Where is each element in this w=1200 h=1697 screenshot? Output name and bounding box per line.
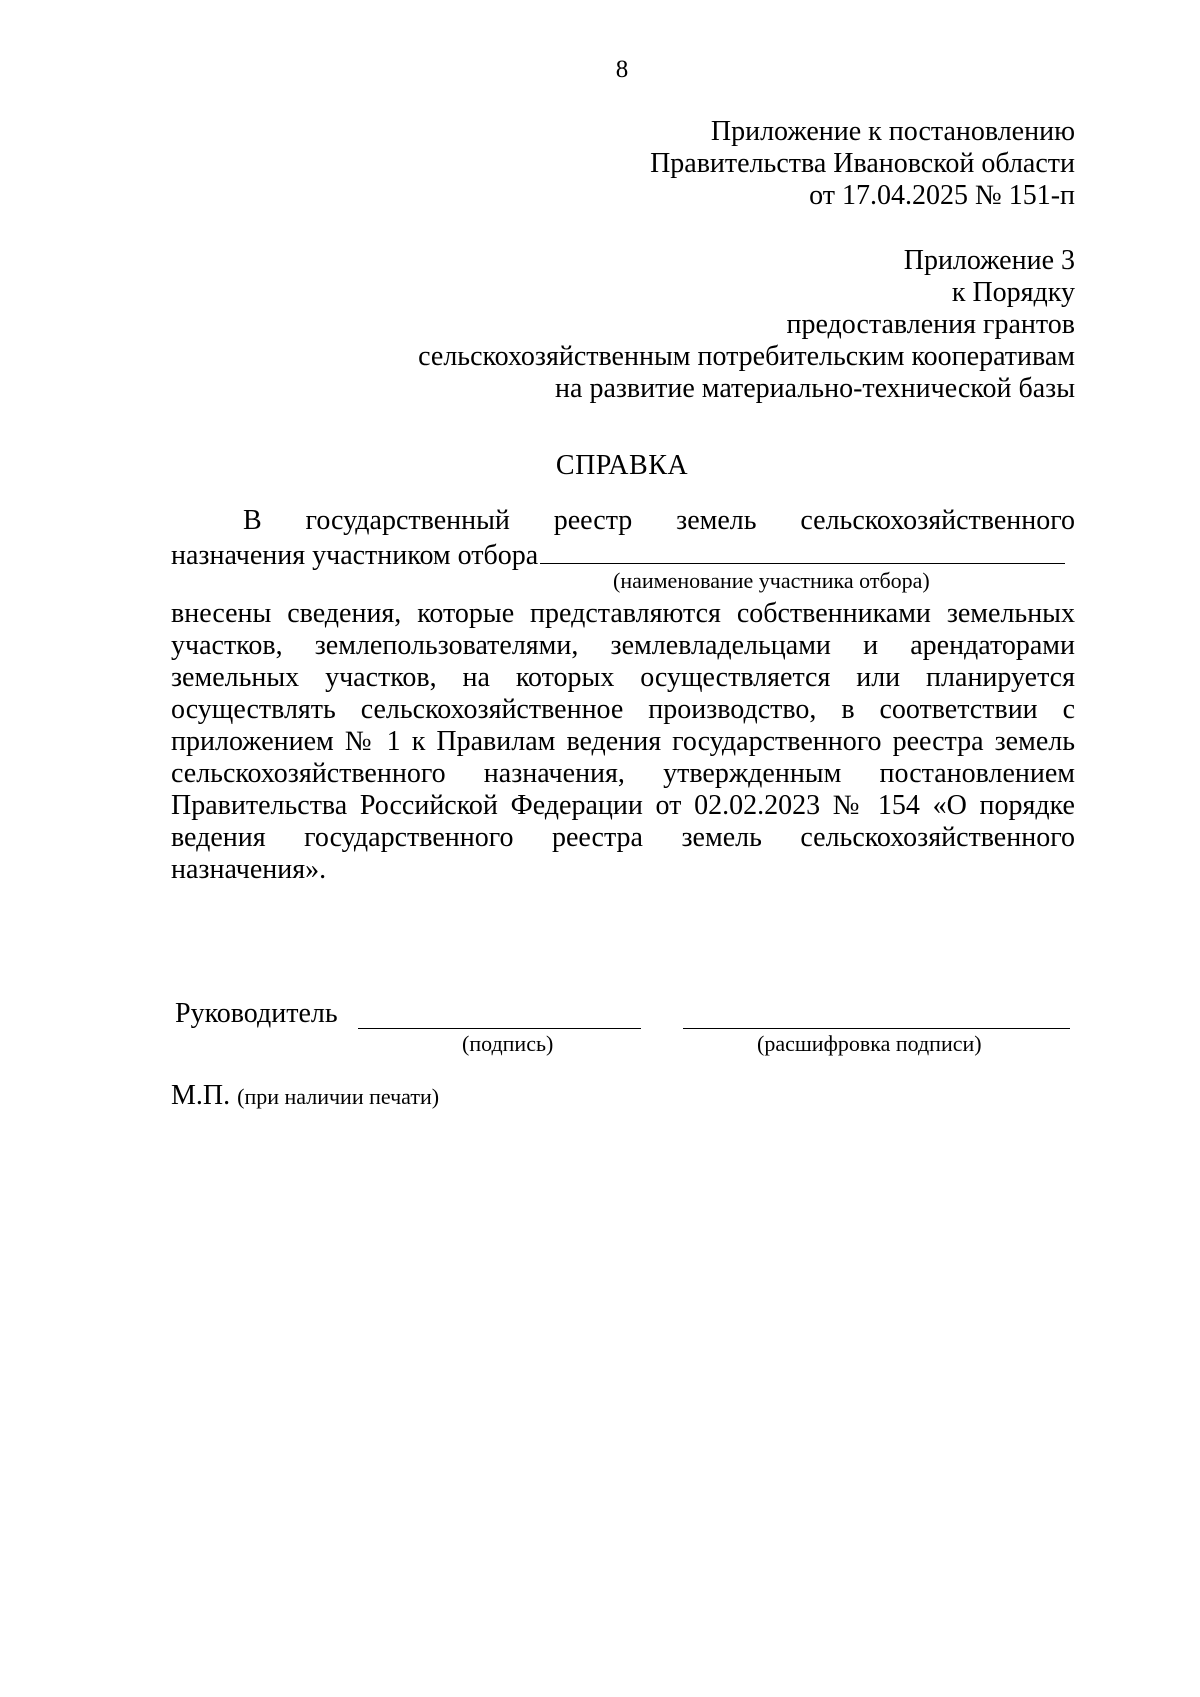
resolution-line: от 17.04.2025 № 151-п [809, 180, 1075, 211]
intro-line-2-text: назначения участником отбора [171, 540, 539, 571]
signature-decode-caption: (расшифровка подписи) [757, 1031, 982, 1056]
intro-paragraph [171, 505, 1075, 572]
participant-name-field[interactable] [540, 537, 1065, 564]
stamp-line [171, 1080, 439, 1112]
resolution-line: Правительства Ивановской области [650, 148, 1075, 179]
intro-line-1: В государственный реестр земель сельскохозяйственного [243, 505, 1075, 536]
stamp-label: М.П. [171, 1080, 231, 1111]
appendix-line: Приложение 3 [903, 245, 1075, 276]
page-number: 8 [615, 56, 629, 83]
document-title: СПРАВКА [555, 450, 689, 481]
signature-field[interactable] [358, 1028, 641, 1029]
signature-decode-field[interactable] [683, 1028, 1070, 1029]
main-paragraph: внесены сведения, которые представляются собственниками земельных участков, землепользователями, землевладельцами и арендаторами земельных участков, на которых осуществляется или планируется осуществлять сельскохозяйственное производство, в соответствии с приложением № 1 к Правилам ведения государственного реестра земель сельскохозяйственного назначения, утвержденным постановлением Правительства Российской Федерации от 02.02.2023 № 154 «О порядке ведения государственного реестра земель сельскохозяйственного назначения». [171, 598, 1075, 885]
signature-caption: (подпись) [462, 1031, 554, 1056]
signature-label: Руководитель [175, 998, 338, 1029]
participant-caption: (наименование участника отбора) [613, 568, 930, 593]
stamp-note: (при наличии печати) [237, 1084, 440, 1109]
appendix-line: на развитие материально-технической базы [555, 373, 1075, 404]
appendix-reference [418, 245, 1075, 405]
intro-line-2 [171, 537, 1075, 572]
appendix-line: сельскохозяйственным потребительским кооперативам [418, 341, 1075, 372]
appendix-line: предоставления грантов [786, 309, 1075, 340]
appendix-line: к Порядку [951, 277, 1075, 308]
resolution-reference [650, 116, 1075, 212]
resolution-line: Приложение к постановлению [710, 116, 1075, 147]
